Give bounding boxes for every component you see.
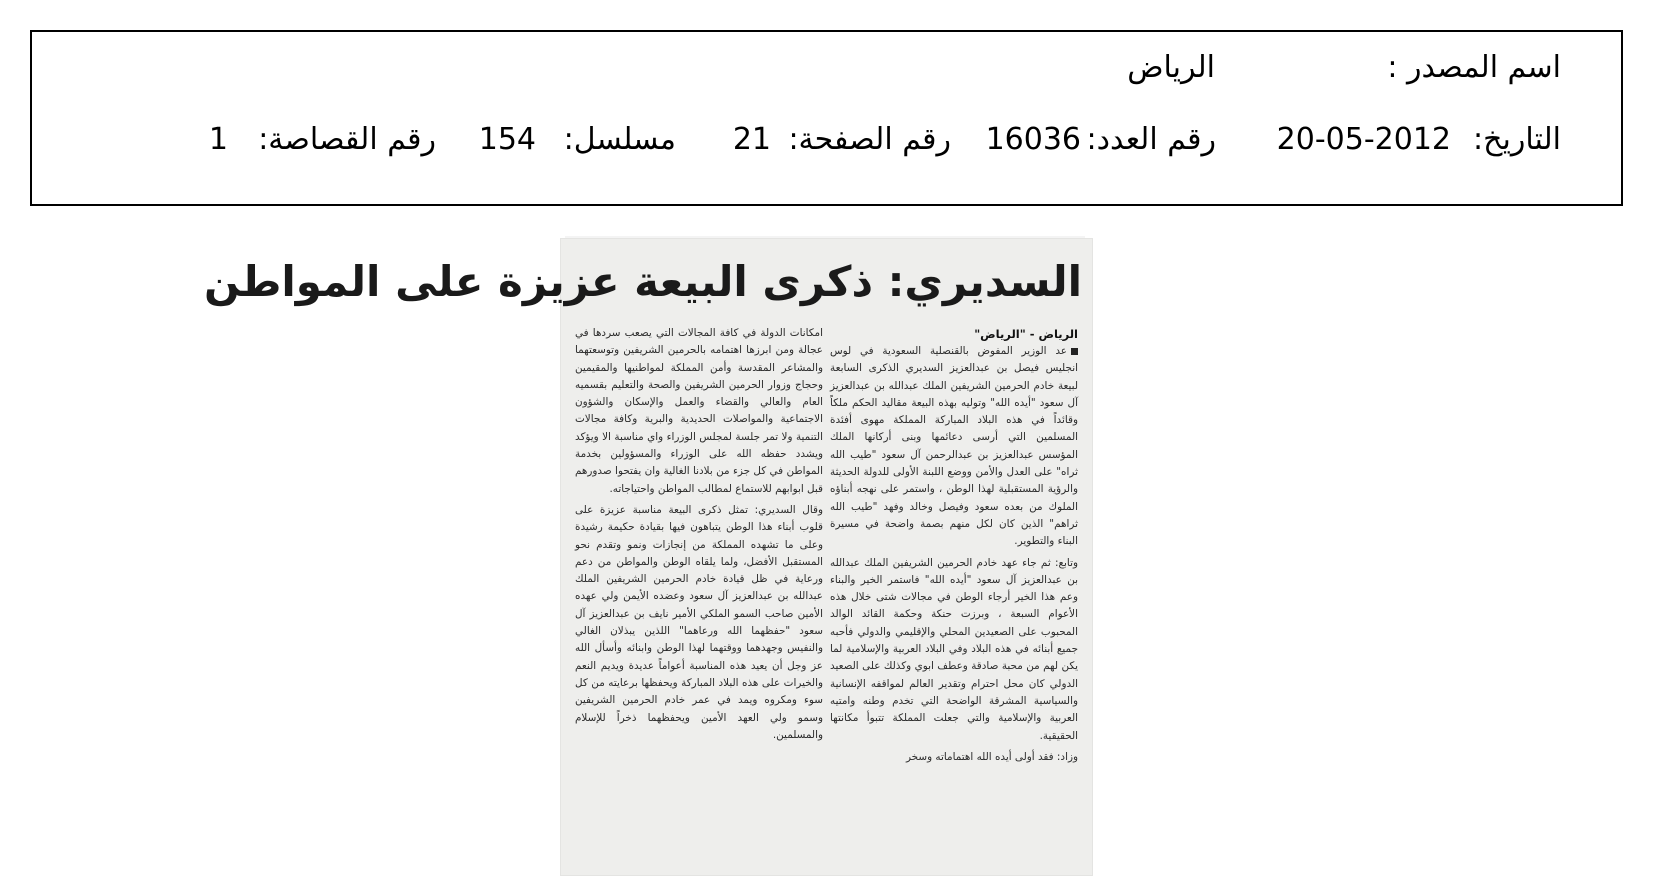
- date-value: 20-05-2012: [1276, 122, 1451, 157]
- article-dateline: الرياض - "الرياض": [974, 327, 1078, 341]
- source-line: [32, 32, 1621, 112]
- issue-label: رقم العدد:: [1086, 122, 1216, 157]
- paragraph: امكانات الدولة في كافة المجالات التي يصعب سردها في عجالة ومن ابرزها اهتمامه بالحرمين الشريفين وتوسعتهما والمشاعر المقدسة وأمن المملكة لمواطنيها والمقيمين وحجاج وزوار الحرمين الشريفين والصحة والتعليم بقسميه العام والعالي والقضاء والعمل والإسكان والشؤون الاجتماعية والمواصلات الحديدية والبرية وكافة مجالات التنمية ولا تمر جلسة لمجلس الوزراء واي مناسبة الا ويؤكد ويشدد حفظه الله على الوزراء والمسؤولين بخدمة المواطن في كل جزء من بلادنا الغالية وان يفتحوا صدورهم قبل ابوابهم للاستماع لمطالب المواطن واحتياجاته.: [575, 327, 823, 495]
- newspaper-clipping: [204, 238, 1093, 876]
- date-label: التاريخ:: [1473, 122, 1561, 157]
- paragraph: وزاد: فقد أولى أيده الله اهتماماته وسخر: [905, 750, 1078, 763]
- serial-value: 154: [478, 122, 536, 157]
- source-value: الرياض: [1127, 50, 1215, 85]
- article-column-left: [575, 325, 823, 744]
- article-column-right: [830, 343, 1078, 766]
- source-label: اسم المصدر :: [1387, 50, 1561, 85]
- square-bullet-icon: [1071, 348, 1078, 355]
- issue-value: 16036: [985, 122, 1081, 157]
- clip-number-value: 1: [208, 122, 228, 157]
- meta-line: [32, 112, 1621, 192]
- paragraph: وقال السديري: تمثل ذكرى البيعة مناسبة عزيزة على قلوب أبناء هذا الوطن يتباهون فيها بقيادة حكيمة رشيدة وعلى ما تشهده المملكة من إنجازات ونمو وتقدم نحو المستقبل الأفضل، ولما يلقاه الوطن والمواطن من دعم ورعاية في ظل قيادة خادم الحرمين الشريفين الملك عبدالله بن عبدالعزيز آل سعود وعضده الأيمن ولي عهده الأمين صاحب السمو الملكي الأمير نايف بن عبدالعزيز آل سعود "حفظهما الله ورعاهما" اللذين يبذلان الغالي والنفيس وجهدهما ووقتهما لهذا الوطن وابنائه وأسأل الله عز وجل أن يعيد هذه المناسبة أعواماً عديدة ويديم النعم والخيرات على هذه البلاد المباركة ويحفظها برعايته من كل سوء ومكروه ويمد في عمر خادم الحرمين الشريفين وسمو ولي العهد الأمين ويحفظهما ذخراً للإسلام والمسلمين.: [575, 503, 823, 741]
- clipping-header: [30, 30, 1623, 206]
- page-value: 21: [732, 122, 771, 157]
- paragraph: وتابع: ثم جاء عهد خادم الحرمين الشريفين الملك عبدالله بن عبدالعزيز آل سعود "أيده الله" فاستمر الخير والبناء وعم هذا الخير أرجاء الوطن في مجالات شتى خلال هذه الأعوام السبعة ، وبرزت حنكة وحكمة القائد الوالد المحبوب على الصعيدين المحلي والإقليمي والدولي فأحبه جميع أبنائه في هذه البلاد وفي البلاد العربية والإسلامية لما يكن لهم من محبة صادقة وعطف ابوي وكذلك على الصعيد الدولي كان محل احترام وتقدير العالم لمواقفه الإنسانية والسياسية المشرقة الواضحة التي تخدم وطنه وامتيه العربية والإسلامية والتي جعلت المملكة تتبوأ مكانتها الحقيقية.: [830, 556, 1078, 742]
- paragraph: [830, 343, 1078, 551]
- article-headline: السديري: ذكرى البيعة عزيزة على المواطن: [204, 257, 1082, 306]
- page-label: رقم الصفحة:: [788, 122, 951, 157]
- clip-number-label: رقم القصاصة:: [258, 122, 436, 157]
- serial-label: مسلسل:: [563, 122, 676, 157]
- paragraph-text: عد الوزير المفوض بالقنصلية السعودية في لوس انجليس فيصل بن عبدالعزيز السديري الذكرى السابعة لبيعة خادم الحرمين الشريفين الملك عبدالله بن عبدالعزيز آل سعود "أيده الله" وتوليه بهذه البيعة مقاليد الحكم ملكاً وقائداً في هذه البلاد المباركة المملكة مهوى أفئدة المسلمين التي أرسى دعائمها وبنى أركانها الملك المؤسس عبدالعزيز بن عبدالرحمن آل سعود "طيب الله ثراه" على العدل والأمن ووضع اللبنة الأولى للدولة الحديثة والرؤية المستقبلية لهذا الوطن ، واستمر على نهجه أبناؤه الملوك من بعده سعود وفيصل وخالد وفهد "طيب الله ثراهم" الذين كان لكل منهم بصمة واضحة في مسيرة البناء والتطوير.: [830, 345, 1078, 548]
